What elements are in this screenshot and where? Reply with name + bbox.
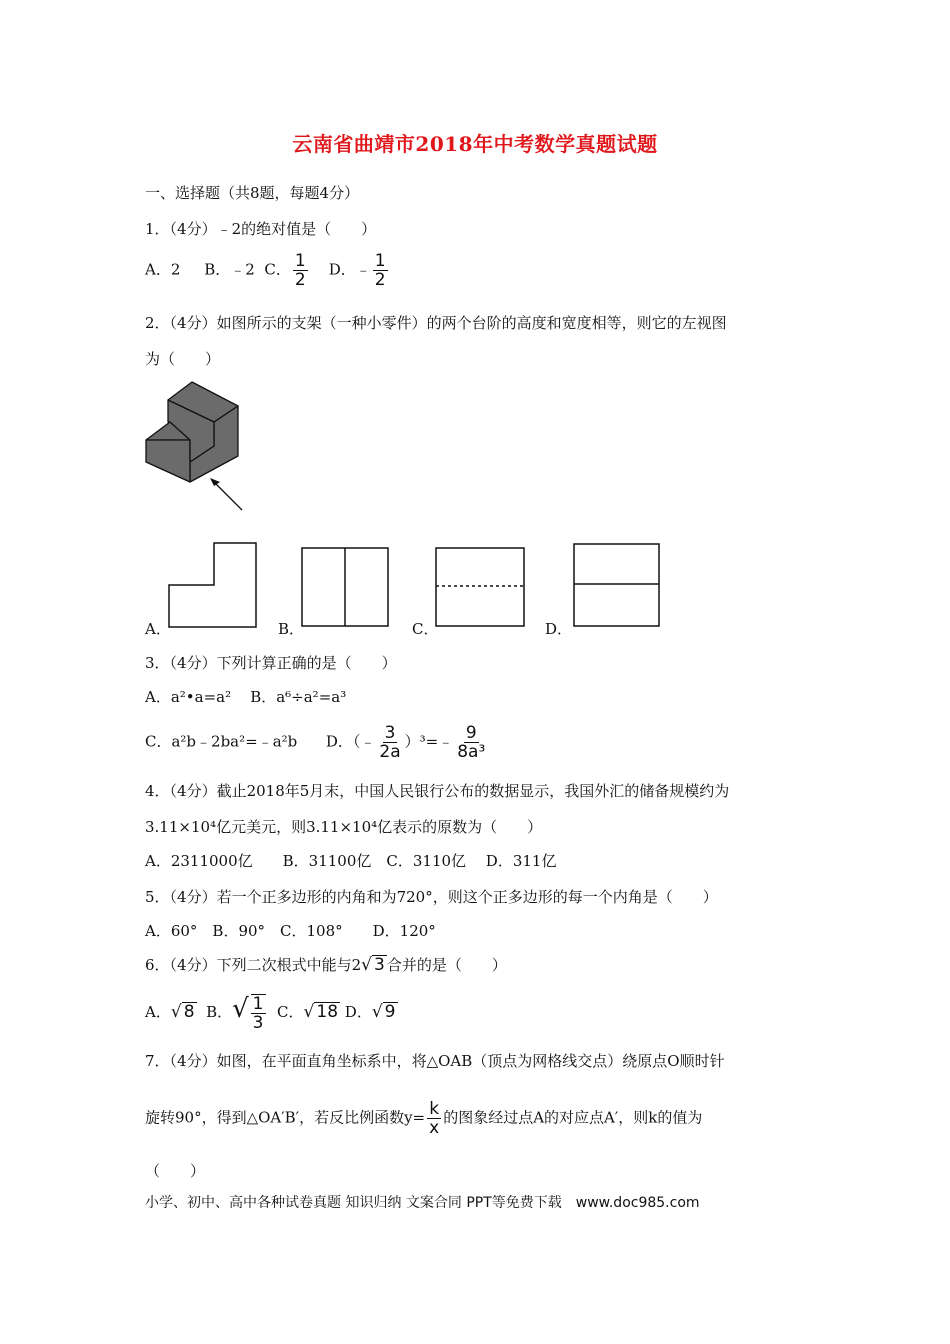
q1-option-a: A．2: [145, 260, 181, 279]
q3-d-fraction-1: $\frac{3}{2a}$: [379, 723, 401, 762]
question-3-stem: 3．（4分）下列计算正确的是（ ）: [145, 654, 397, 672]
q2-option-a: A．: [145, 620, 171, 638]
q3-d-middle: ）³=﹣: [404, 732, 454, 751]
question-7-stem-line1: 7．（4分）如图，在平面直角坐标系中，将△OAB（顶点为网格线交点）绕原点O顺时针: [145, 1052, 725, 1070]
q2-figure-b: [300, 546, 392, 630]
q6-option-c: C．: [277, 1003, 304, 1021]
q6-stem-radicand: 3: [373, 955, 385, 975]
q2-figure-d: [572, 542, 662, 630]
q2-option-c: C．: [412, 620, 439, 638]
q2-option-d: D．: [545, 620, 573, 638]
question-4-options: A．2311000亿 B．31100亿 C．3110亿 D．311亿: [145, 852, 557, 870]
q6-stem-suffix: 合并的是（ ）: [386, 956, 507, 974]
question-6-options: A．√ 8 B．√ $\frac{1}{3}$ C．√ 18 D．√ 9: [145, 994, 396, 1033]
sqrt-sign: √: [361, 955, 372, 975]
q3-d-fraction-2: $\frac{9}{\text{8a³}}$: [457, 723, 486, 762]
page-footer: 小学、初中、高中各种试卷真题 知识归纳 文案合同 PPT等免费下载 www.doc985.com: [145, 1195, 700, 1211]
question-6-stem: [145, 954, 507, 975]
question-4-stem-line1: 4．（4分）截止2018年5月末，中国人民银行公布的数据显示，我国外汇的储备规模约为: [145, 782, 730, 800]
q6-option-b: B．: [206, 1003, 233, 1021]
question-7-stem-line2: [145, 1100, 702, 1137]
q2-figure-a: [166, 540, 260, 630]
question-7-stem-line3: （ ）: [145, 1162, 206, 1180]
q6-option-a: A．: [145, 1003, 171, 1021]
question-5-options: A．60° B．90° C．108° D．120°: [145, 922, 436, 940]
q6-option-d: D．: [344, 1003, 372, 1021]
view-direction-arrow: [214, 482, 242, 510]
question-2-stem-line1: 2．（4分）如图所示的支架（一种小零件）的两个台阶的高度和宽度相等，则它的左视图: [145, 314, 727, 332]
q1-option-c: C．: [264, 260, 291, 279]
q6-c-radicand: 18: [316, 1002, 339, 1022]
section-heading: 一、选择题（共8题，每题4分）: [145, 184, 360, 202]
bracket-3d-figure: [140, 376, 250, 516]
q1-option-b: B．﹣2: [204, 260, 255, 279]
q1-option-d: D．: [328, 260, 356, 279]
question-5-stem: 5．（4分）若一个正多边形的内角和为720°，则这个正多边形的每一个内角是（ ）: [145, 888, 718, 906]
q7-stem-suffix: 的图象经过点A的对应点A′，则k的值为: [443, 1108, 703, 1127]
question-1-options: [145, 252, 390, 289]
q2-figure-c: [434, 546, 528, 630]
q6-d-radicand: 9: [384, 1002, 396, 1022]
question-2-stem-line2: 为（ ）: [145, 350, 221, 368]
q1-d-sign: ﹣: [355, 260, 371, 279]
question-4-stem-line2: 3.11×10⁴亿元美元，则3.11×10⁴亿表示的原数为（ ）: [145, 818, 543, 836]
q6-b-fraction: $\frac{1}{3}$: [252, 994, 264, 1033]
question-3-options-cd: [145, 724, 489, 761]
q3-option-a: A．a²•a=a²: [145, 688, 232, 706]
q1-c-fraction: $\frac{1}{2}$: [294, 251, 306, 290]
q6-a-radicand: 8: [183, 1002, 195, 1022]
q3-option-c: C．a²b﹣2ba²=﹣a²b: [145, 732, 298, 751]
question-1-stem: 1．（4分）﹣2的绝对值是（ ）: [145, 220, 377, 238]
q1-d-fraction: $\frac{1}{2}$: [374, 251, 386, 290]
page-title: 云南省曲靖市2018年中考数学真题试题: [292, 132, 658, 156]
q7-kx-fraction: $\frac{k}{x}$: [429, 1099, 440, 1138]
q3-option-b: B．a⁶÷a²=a³: [250, 688, 347, 706]
q2-option-b: B．: [278, 620, 305, 638]
q6-stem-prefix: 6．（4分）下列二次根式中能与2: [145, 956, 362, 974]
q3-option-d: D．（﹣: [325, 732, 376, 751]
question-3-options-ab: [145, 686, 346, 707]
q7-stem-prefix: 旋转90°，得到△OA′B′，若反比例函数y=: [145, 1108, 426, 1127]
